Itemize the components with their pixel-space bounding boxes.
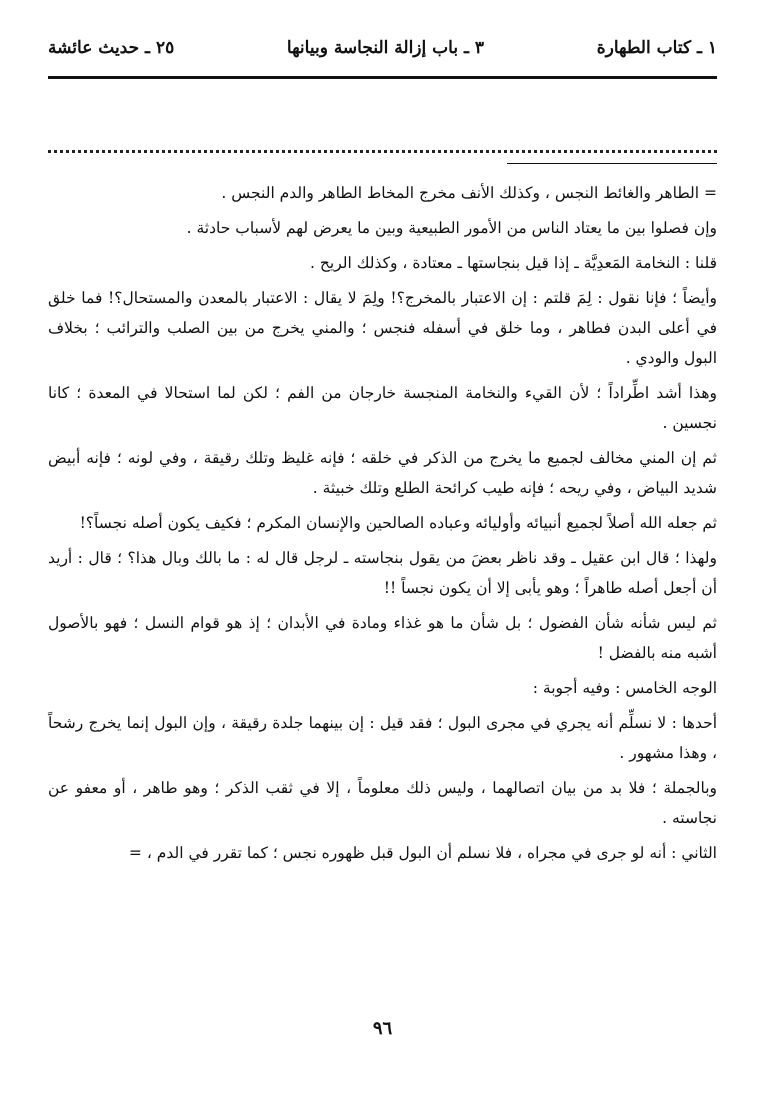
dotted-separator: [48, 150, 717, 153]
paragraph-3: قلنا : النخامة المَعدِيَّة ـ إذا قيل بنجاستها ـ معتادة ، وكذلك الريح .: [310, 254, 717, 272]
paragraph-2: وإن فصلوا بين ما يعتاد الناس من الأمور الطبيعية وبين ما يعرض لهم لأسباب حادثة .: [186, 219, 717, 237]
header-hadith-title: ٢٥ ـ حديث عائشة: [48, 38, 175, 58]
paragraph-5: وهذا أشد اطِّراداً ؛ لأن القيء والنخامة المنجسة خارجان من الفم ؛ لكن لما استحالا في المعدة ؛ كانا نجسين .: [48, 384, 717, 432]
paragraph-4: وأيضاً ؛ فإنا نقول : لِمَ قلتم : إن الاعتبار بالمخرج؟! ولِمَ لا يقال : الاعتبار بالمعدن والمستحال؟! فما خلق في أعلى البدن فطاهر ، وما خلق في أسفله فنجس ؛ والمني يخرج من بين الصلب والترائب ؛ بخلاف البول والودي .: [48, 289, 717, 367]
header-rule: [48, 76, 717, 79]
paragraph-11: أحدها : لا نسلِّم أنه يجري في مجرى البول ؛ فقد قيل : إن بينهما جلدة رقيقة ، وإن البول إنما يخرج رشحاً ، وهذا مشهور .: [48, 714, 717, 762]
paragraph-1: = الطاهر والغائط النجس ، وكذلك الأنف مخرج المخاط الطاهر والدم النجس .: [221, 184, 717, 202]
running-header: [48, 38, 717, 78]
paragraph-9: ثم ليس شأنه شأن الفضول ؛ بل شأن ما هو غذاء ومادة في الأبدان ؛ إذ هو قوام النسل ؛ فهو بالأصول أشبه منه بالفضل !: [48, 614, 717, 662]
paragraph-6: ثم إن المني مخالف لجميع ما يخرج من الذكر في خلقه ؛ فإنه غليظ وتلك رقيقة ، وفي لونه ؛ فإنه أبيض شديد البياض ، وفي ريحه ؛ فإنه طيب كرائحة الطلع وتلك خبيثة .: [48, 449, 717, 497]
header-chapter-title: ٣ ـ باب إزالة النجاسة وبيانها: [286, 38, 485, 58]
header-book-title: ١ ـ كتاب الطهارة: [596, 38, 717, 58]
footnote-rule: [507, 163, 717, 164]
paragraph-12: وبالجملة ؛ فلا بد من بيان اتصالهما ، وليس ذلك معلوماً ، إلا في ثقب الذكر ؛ وهو طاهر ، أو معفو عن نجاسته .: [48, 779, 717, 827]
paragraph-7: ثم جعله الله أصلاً لجميع أنبيائه وأوليائه وعباده الصالحين والإنسان المكرم ؛ فكيف يكون أصله نجساً؟!: [79, 514, 717, 532]
paragraph-13: الثاني : أنه لو جرى في مجراه ، فلا نسلم أن البول قبل ظهوره نجس ؛ كما تقرر في الدم ، =: [128, 844, 717, 862]
page-number: ٩٦: [372, 1018, 393, 1039]
paragraph-10: الوجه الخامس : وفيه أجوبة :: [532, 679, 717, 697]
paragraph-8: ولهذا ؛ قال ابن عقيل ـ وقد ناظر بعضَ من يقول بنجاسته ـ لرجل قال له : ما بالك وبال هذا؟ ؛ قال : أريد أن أجعل أصله طاهراً ؛ وهو يأبى إلا أن يكون نجساً !!: [48, 549, 717, 597]
footnote-body: [48, 178, 717, 873]
